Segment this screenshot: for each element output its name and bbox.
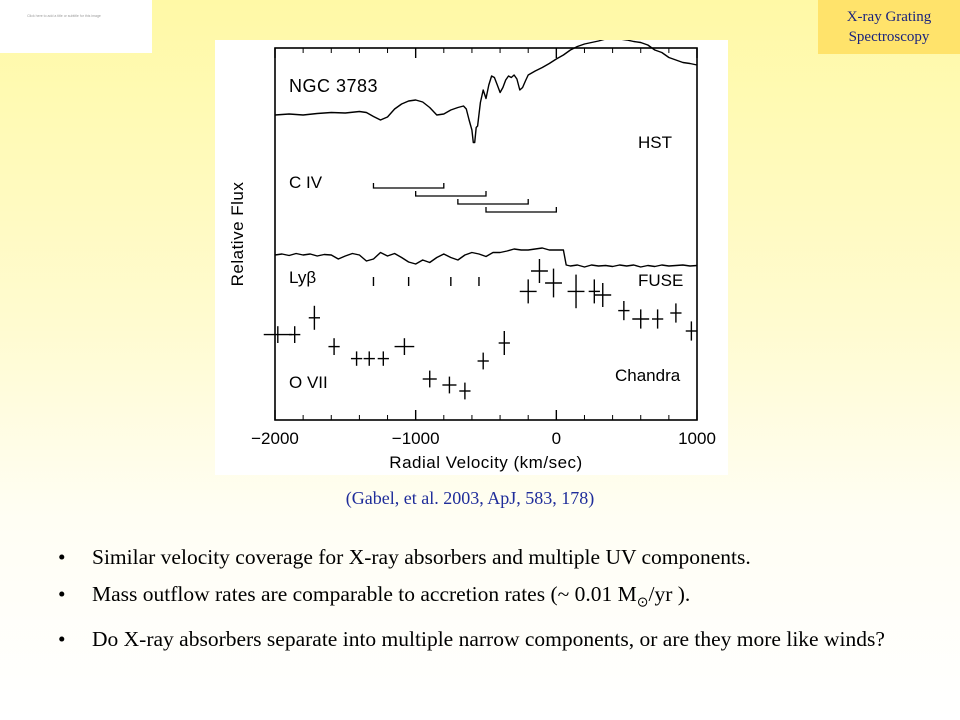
component-bracket — [373, 183, 443, 188]
series-name-label: FUSE — [638, 271, 684, 290]
component-bracket — [486, 207, 556, 212]
x-tick-label: 1000 — [678, 429, 716, 448]
x-tick-label: 0 — [551, 429, 562, 448]
bullet-dot: • — [58, 545, 66, 569]
series-name-label: Chandra — [615, 366, 681, 385]
x-tick-label: −1000 — [391, 429, 440, 448]
bullet-dot: • — [58, 627, 66, 652]
series-name-label: HST — [638, 133, 672, 152]
x-axis-label: Radial Velocity (km/sec) — [389, 453, 583, 472]
bullet-text-prefix: Mass outflow rates are comparable to accretion rates (~ 0.01 M — [92, 582, 637, 606]
bullet-item — [58, 544, 938, 571]
ion-label: C IV — [289, 173, 323, 192]
spectrum-figure — [215, 40, 728, 475]
sun-symbol: ⊙ — [636, 595, 649, 611]
section-title-line-1: X-ray Grating — [846, 9, 932, 25]
x-tick-label: −2000 — [251, 429, 299, 448]
bullet-text: Do X-ray absorbers separate into multiple narrow components, or are they more like winds? — [92, 627, 885, 652]
bullet-text-suffix: /yr ). — [648, 582, 691, 606]
citation: (Gabel, et al. 2003, ApJ, 583, 178) — [345, 488, 595, 508]
bullet-item — [58, 626, 938, 653]
series-line — [275, 248, 697, 267]
bullet-list — [58, 544, 938, 663]
y-axis-label: Relative Flux — [228, 181, 247, 287]
ion-label: Lyβ — [289, 268, 317, 287]
plot-frame — [275, 48, 697, 420]
component-bracket — [416, 191, 486, 196]
ion-label: O VII — [289, 373, 328, 392]
chart-title: NGC 3783 — [289, 76, 379, 96]
section-title-line-2: Spectroscopy — [848, 29, 930, 45]
spectrum-chart — [215, 40, 728, 475]
bullet-text: Similar velocity coverage for X-ray absorbers and multiple UV components. — [92, 545, 751, 569]
placeholder-text: Click here to add a title or subtitle for this image — [27, 14, 101, 18]
bullet-dot: • — [58, 582, 66, 606]
slide-section-title — [818, 0, 960, 54]
image-placeholder — [0, 0, 152, 53]
component-bracket — [458, 199, 528, 204]
bullet-item — [58, 581, 938, 616]
